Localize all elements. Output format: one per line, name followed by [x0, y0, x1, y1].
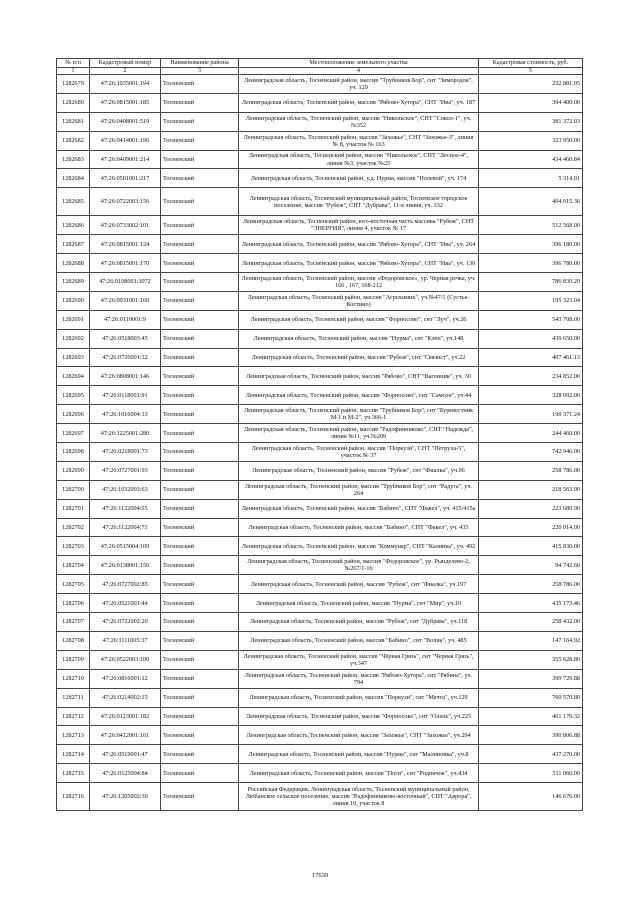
cadastral-value: 399 729.88 [479, 669, 583, 688]
cadastral-value: 218 563.90 [479, 480, 583, 499]
land-plot-location: Ленинградская область, Тосненский район, массив "Рубеж", снт "Дубрава", уч.118 [239, 613, 479, 632]
land-plot-location: Ленинградская область, Тосненский район, массив "Никольское", СНТ "Сокол-1", уч.№352 [239, 112, 479, 131]
table-row [57, 75, 583, 94]
row-number: 1282716 [57, 783, 90, 811]
district-name: Тосненский [161, 537, 239, 556]
land-plot-location: Ленинградская область, Тосненский район, массив "Форносово", снт "Луч", уч.26 [239, 310, 479, 329]
table-row [57, 745, 583, 764]
district-name: Тосненский [161, 650, 239, 669]
district-name: Тосненский [161, 131, 239, 150]
land-plot-location: Ленинградская область, Тосненский район, массив "Рябово-Хутора", снт "Рябина", уч. 794 [239, 669, 479, 688]
table-row [57, 669, 583, 688]
land-plot-location: Ленинградская область, Тосненский район, массив "Агрохимик", уч.№47/1 (Сустье-Костино) [239, 291, 479, 310]
table-row [57, 386, 583, 405]
land-plot-location: Ленинградская область, Тосненский район, массив "Захожье", СНТ "Захожье-3", линия № 8, участок № 163 [239, 131, 479, 150]
cadastral-value: 461 176.32 [479, 707, 583, 726]
cadastral-number: 47:26:1111005:37 [90, 631, 161, 650]
cadastral-number: 47:26:0214002:15 [90, 688, 161, 707]
page-number: 17639 [311, 872, 329, 879]
cadastral-value: 435 173.46 [479, 594, 583, 613]
land-plot-location: Ленинградская область, Тосненский район, массив "Федоровское", ур. Рынделево-2, №267/1-16 [239, 556, 479, 575]
land-plot-location: Ленинградская область, Тосненский район, массив "Поги", снт "Родничок", уч.434 [239, 764, 479, 783]
district-name: Тосненский [161, 424, 239, 443]
cadastral-value: 415 830.00 [479, 537, 583, 556]
row-number: 1282691 [57, 310, 90, 329]
district-name: Тосненский [161, 764, 239, 783]
cadastral-number: 47:26:1016004:13 [90, 405, 161, 424]
cadastral-value: 396 780.00 [479, 254, 583, 273]
cadastral-number: 47:26:0409001:214 [90, 150, 161, 169]
cadastral-number: 47:26:0125004:84 [90, 764, 161, 783]
district-name: Тосненский [161, 461, 239, 480]
land-plot-location: Ленинградская область, Тосненский район, массив "Рябово", СНТ "Вагонник", уч. 30 [239, 367, 479, 386]
cadastral-number: 47:26:0815001:124 [90, 235, 161, 254]
row-number: 1282684 [57, 169, 90, 188]
row-number: 1282695 [57, 386, 90, 405]
district-name: Тосненский [161, 443, 239, 462]
land-plot-location: Ленинградская область, Тосненский район, массив "Рябово-Хутора", СНТ "Ива", уч. 130 [239, 254, 479, 273]
cadastral-number: 47:26:0501001:217 [90, 169, 161, 188]
table-row [57, 537, 583, 556]
land-plot-location: Ленинградская область, Тосненский район, массив "Рябово-Хутора", СНТ "Ива", уч. 264 [239, 235, 479, 254]
district-name: Тосненский [161, 112, 239, 131]
cadastral-number: 47:26:0123001:182 [90, 707, 161, 726]
district-name: Тосненский [161, 75, 239, 94]
cadastral-number: 47:26:0108001:3072 [90, 273, 161, 292]
table-row [57, 188, 583, 216]
land-plot-location: Ленинградская область, Тосненский район, массив «Федоровское», ур. Черная речка, уч. 166 , 167, 168-212 [239, 273, 479, 292]
table-row [57, 169, 583, 188]
district-name: Тосненский [161, 405, 239, 424]
table-row [57, 150, 583, 169]
table-row [57, 424, 583, 443]
district-name: Тосненский [161, 329, 239, 348]
row-number: 1282696 [57, 405, 90, 424]
land-plot-location: Ленинградская область, Тосненский район, массив "Трубников Бор", снт "Буревестник М-1 и М-2", уч.366-1 [239, 405, 479, 424]
table-row [57, 499, 583, 518]
district-name: Тосненский [161, 518, 239, 537]
row-number: 1282715 [57, 764, 90, 783]
table-row [57, 764, 583, 783]
cadastral-number: 47:26:0118001:91 [90, 386, 161, 405]
district-name: Тосненский [161, 783, 239, 811]
cadastral-number: 47:26:0727001:93 [90, 461, 161, 480]
cadastral-value: 511 060.00 [479, 764, 583, 783]
land-plot-location: Ленинградская область, Тосненский район, массив "Рубеж", снт "Фиалка", уч.96 [239, 461, 479, 480]
cadastral-number: 47:26:0515004:109 [90, 537, 161, 556]
cadastral-number: 47:26:0722002:20 [90, 613, 161, 632]
cadastral-number: 47:26:0218001:73 [90, 443, 161, 462]
cadastral-number: 47:26:0722003:156 [90, 188, 161, 216]
cadastral-value: 220 014.00 [479, 518, 583, 537]
cadastral-number: 47:26:0119001:9 [90, 310, 161, 329]
land-plot-location: Ленинградская область, Тосненский район, массив "Рябово-Хутора", СНТ "Ива", уч. 187 [239, 93, 479, 112]
column-index: 3 [161, 68, 239, 75]
table-row [57, 112, 583, 131]
district-name: Тосненский [161, 93, 239, 112]
table-row [57, 443, 583, 462]
district-name: Тосненский [161, 216, 239, 235]
district-name: Тосненский [161, 575, 239, 594]
cadastral-value: 404 015.36 [479, 188, 583, 216]
row-number: 1282710 [57, 669, 90, 688]
cadastral-number: 47:26:0408001:519 [90, 112, 161, 131]
cadastral-number: 47:26:0522003:100 [90, 650, 161, 669]
table-row [57, 405, 583, 424]
row-number: 1282701 [57, 499, 90, 518]
row-number: 1282694 [57, 367, 90, 386]
table-row [57, 216, 583, 235]
cadastral-number: 47:26:0726001:32 [90, 348, 161, 367]
district-name: Тосненский [161, 631, 239, 650]
district-name: Тосненский [161, 150, 239, 169]
cadastral-value: 786 830.29 [479, 273, 583, 292]
cadastral-value: 390 806.88 [479, 726, 583, 745]
cadastral-value: 396 180.00 [479, 235, 583, 254]
cadastral-value: 244 460.00 [479, 424, 583, 443]
land-plot-location: Ленинградская область, Тосненский район, массив "Трубников Бор", снт "Зимородок", уч. 129 [239, 75, 479, 94]
cadastral-value: 258 786.00 [479, 575, 583, 594]
column-index: 1 [57, 68, 90, 75]
cadastral-number: 47:26:0727002:85 [90, 575, 161, 594]
table-row [57, 688, 583, 707]
cadastral-number: 47:26:1122004:73 [90, 518, 161, 537]
cadastral-value: 437 270.00 [479, 745, 583, 764]
table-row [57, 594, 583, 613]
row-number: 1282689 [57, 273, 90, 292]
row-number: 1282685 [57, 188, 90, 216]
table-row [57, 93, 583, 112]
cadastral-value: 232 881.05 [479, 75, 583, 94]
cadastral-number: 47:26:0414001:196 [90, 131, 161, 150]
land-plot-location: Ленинградская область, Тосненский район, массив "Форносово", снт "Самсон", уч.44 [239, 386, 479, 405]
land-plot-location: Ленинградская область, Тосненский район, массив "Рубеж", снт "Фиалка", уч.197 [239, 575, 479, 594]
land-plot-location: Ленинградская область, Тосненский район, у.д. Нурма, массив "Нолевой", уч. 174 [239, 169, 479, 188]
table-row [57, 461, 583, 480]
cadastral-value: 439 650.00 [479, 329, 583, 348]
district-name: Тосненский [161, 188, 239, 216]
row-number: 1282714 [57, 745, 90, 764]
cadastral-value: 323 950.00 [479, 131, 583, 150]
district-name: Тосненский [161, 348, 239, 367]
cadastral-value: 394 400.00 [479, 93, 583, 112]
header-cadastral-number: Кадастровый номер [90, 59, 161, 68]
cadastral-value: 146 676.00 [479, 783, 583, 811]
table-row [57, 613, 583, 632]
table-row [57, 367, 583, 386]
table-row [57, 518, 583, 537]
cadastral-number: 47:26:1225001:280 [90, 424, 161, 443]
district-name: Тосненский [161, 688, 239, 707]
table-row [57, 291, 583, 310]
table-row [57, 650, 583, 669]
row-number: 1282698 [57, 443, 90, 462]
cadastral-number: 47:26:0518003:45 [90, 329, 161, 348]
table-row [57, 131, 583, 150]
district-name: Тосненский [161, 499, 239, 518]
column-index: 4 [239, 68, 479, 75]
table-row [57, 235, 583, 254]
row-number: 1282702 [57, 518, 90, 537]
cadastral-value: 355 628.80 [479, 650, 583, 669]
land-plot-location: Ленинградская область, Тосненский район, массив "Поркузи", снт "Мечта", уч.129 [239, 688, 479, 707]
district-name: Тосненский [161, 273, 239, 292]
row-number: 1282687 [57, 235, 90, 254]
table-row [57, 783, 583, 811]
land-plot-location: Ленинградская область, Тосненский муниципальный район, Тосненское городское поселение, массив "Рубеж", СНТ "Дубрава", 11-я линия, уч. 332 [239, 188, 479, 216]
column-index: 2 [90, 68, 161, 75]
row-number: 1282705 [57, 575, 90, 594]
cadastral-number: 47:26:0815001:185 [90, 93, 161, 112]
row-number: 1282690 [57, 291, 90, 310]
land-plot-location: Ленинградская область,Тосненский район, массив "Захожье", СНТ "Захожье", уч.294 [239, 726, 479, 745]
cadastral-value: 543 708.00 [479, 310, 583, 329]
land-plot-location: Ленинградская область, Тосненский район, массив "Чёрная Грязь", снт "Черная Грязь", уч.347 [239, 650, 479, 669]
district-name: Тосненский [161, 291, 239, 310]
cadastral-number: 47:26:0521001:44 [90, 594, 161, 613]
table-row [57, 310, 583, 329]
district-name: Тосненский [161, 745, 239, 764]
cadastral-value: 760 570.80 [479, 688, 583, 707]
land-plot-location: Ленинградская область, Тосненский район, массив "Радофинниково", СНТ "Надежда", линия №11, уч.№209 [239, 424, 479, 443]
land-plot-location: Ленинградская область, Тосненский район, массив "Бабино", снт "Волна", уч. 485 [239, 631, 479, 650]
row-number: 1282699 [57, 461, 90, 480]
cadastral-value: 328 092.00 [479, 386, 583, 405]
cadastral-value: 407 461.13 [479, 348, 583, 367]
table-row [57, 480, 583, 499]
district-name: Тосненский [161, 310, 239, 329]
cadastral-value: 190 371.24 [479, 405, 583, 424]
table-row [57, 254, 583, 273]
row-number: 1282711 [57, 688, 90, 707]
row-number: 1282688 [57, 254, 90, 273]
row-number: 1282707 [57, 613, 90, 632]
land-plot-location: Ленинградская область, Тосненский район, массив "Нурма", снт "Малиновка", уч.8 [239, 745, 479, 764]
row-number: 1282706 [57, 594, 90, 613]
column-index: 5 [479, 68, 583, 75]
cadastral-number: 47:26:1035001:194 [90, 75, 161, 94]
cadastral-value-table [56, 58, 583, 811]
table-body [57, 75, 583, 811]
cadastral-number: 47:26:0138001:150 [90, 556, 161, 575]
row-number: 1282693 [57, 348, 90, 367]
land-plot-location: Ленинградская область, Тосненский район, массив "Коммунар", СНТ "Калинка", уч. 492 [239, 537, 479, 556]
table-row [57, 707, 583, 726]
cadastral-number: 47:26:0815001:170 [90, 254, 161, 273]
cadastral-value: 5 314.01 [479, 169, 583, 188]
cadastral-value: 258 786.00 [479, 461, 583, 480]
cadastral-value: 258 432.00 [479, 613, 583, 632]
land-plot-location: Ленинградская область, Тосненский район, массив "Форносово", снт "Олень", уч.225 [239, 707, 479, 726]
table-row [57, 348, 583, 367]
cadastral-value: 512 568.00 [479, 216, 583, 235]
district-name: Тосненский [161, 707, 239, 726]
column-index-row [57, 68, 583, 75]
cadastral-number: 47:26:0519001:47 [90, 745, 161, 764]
table-row [57, 556, 583, 575]
table-row [57, 631, 583, 650]
table-row [57, 726, 583, 745]
row-number: 1282686 [57, 216, 90, 235]
cadastral-value: 147 164.92 [479, 631, 583, 650]
cadastral-number: 47:26:0412001:161 [90, 726, 161, 745]
cadastral-number: 47:26:0733002:101 [90, 216, 161, 235]
district-name: Тосненский [161, 613, 239, 632]
cadastral-number: 47:26:1122004:55 [90, 499, 161, 518]
district-name: Тосненский [161, 235, 239, 254]
row-number: 1282713 [57, 726, 90, 745]
cadastral-value: 195 323.04 [479, 291, 583, 310]
row-number: 1282712 [57, 707, 90, 726]
header-number: № п/п [57, 59, 90, 68]
table-row [57, 329, 583, 348]
cadastral-number: 47:26:1032003:63 [90, 480, 161, 499]
cadastral-number: 47:26:0808001:146 [90, 367, 161, 386]
row-number: 1282692 [57, 329, 90, 348]
district-name: Тосненский [161, 594, 239, 613]
cadastral-value: 234 852.00 [479, 367, 583, 386]
cadastral-number: 47:26:0816001:12 [90, 669, 161, 688]
cadastral-value: 381 372.03 [479, 112, 583, 131]
land-plot-location: Ленинградская область, Тосненский район, массив "Нурма", снт "Клен", уч.148 [239, 329, 479, 348]
row-number: 1282708 [57, 631, 90, 650]
land-plot-location: Российская Федерация, Ленинградская область, Тосненский муниципальный район, Любанское сельское поселение, массив "Радофинниково-восточный", СНТ "Аврора", линия 10, участок 8 [239, 783, 479, 811]
district-name: Тосненский [161, 556, 239, 575]
district-name: Тосненский [161, 386, 239, 405]
land-plot-location: Ленинградская область, Тосненский район, массив "Трубников Бор", снт "Радуга", уч. 264 [239, 480, 479, 499]
cadastral-number: 47:26:1205002:30 [90, 783, 161, 811]
table-row [57, 273, 583, 292]
header-location: Местоположение земельного участка [239, 59, 479, 68]
row-number: 1282703 [57, 537, 90, 556]
row-number: 1282679 [57, 75, 90, 94]
cadastral-number: 47:26:0931001:160 [90, 291, 161, 310]
row-number: 1282682 [57, 131, 90, 150]
district-name: Тосненский [161, 480, 239, 499]
cadastral-value: 742 946.00 [479, 443, 583, 462]
district-name: Тосненский [161, 669, 239, 688]
row-number: 1282704 [57, 556, 90, 575]
header-row [57, 59, 583, 68]
land-plot-location: Ленинградская область, Тосненский район, массив "Бабино", СНТ "Факел", уч. 415/415а [239, 499, 479, 518]
header-district: Наименование района [161, 59, 239, 68]
district-name: Тосненский [161, 254, 239, 273]
district-name: Тосненский [161, 169, 239, 188]
row-number: 1282680 [57, 93, 90, 112]
cadastral-value: 434 460.84 [479, 150, 583, 169]
table-row [57, 575, 583, 594]
header-cadastral-value: Кадастровая стоимость, руб. [479, 59, 583, 68]
land-plot-location: Ленинградская область, Тосненский район, юго-восточная часть массива "Рубеж", СНТ "ЭНЕРГИЯ", линия 4, участок № 17 [239, 216, 479, 235]
district-name: Тосненский [161, 726, 239, 745]
land-plot-location: Ленинградская область, Тосненский район, массив "Бабино", СНТ "Факел", уч. 435 [239, 518, 479, 537]
land-plot-location: Ленинградская область, Тосненский район, массив "Рубеж", снт "Связист", уч.22 [239, 348, 479, 367]
row-number: 1282709 [57, 650, 90, 669]
district-name: Тосненский [161, 367, 239, 386]
land-plot-location: Ленинградская область, Тосненский район, массив "Нурма", снт "Мир", уч.10 [239, 594, 479, 613]
row-number: 1282697 [57, 424, 90, 443]
row-number: 1282683 [57, 150, 90, 169]
cadastral-value: 223 680.90 [479, 499, 583, 518]
cadastral-value: 94 742.60 [479, 556, 583, 575]
row-number: 1282681 [57, 112, 90, 131]
land-plot-location: Ленинградская область, Тосненский район, массив "Поркузи", СНТ "Петруха-5", участок № 37 [239, 443, 479, 462]
row-number: 1282700 [57, 480, 90, 499]
land-plot-location: Ленинградская область, Тосненский район, массив "Никольское", СНТ "Лесное-4", линия №3, участок №25 [239, 150, 479, 169]
